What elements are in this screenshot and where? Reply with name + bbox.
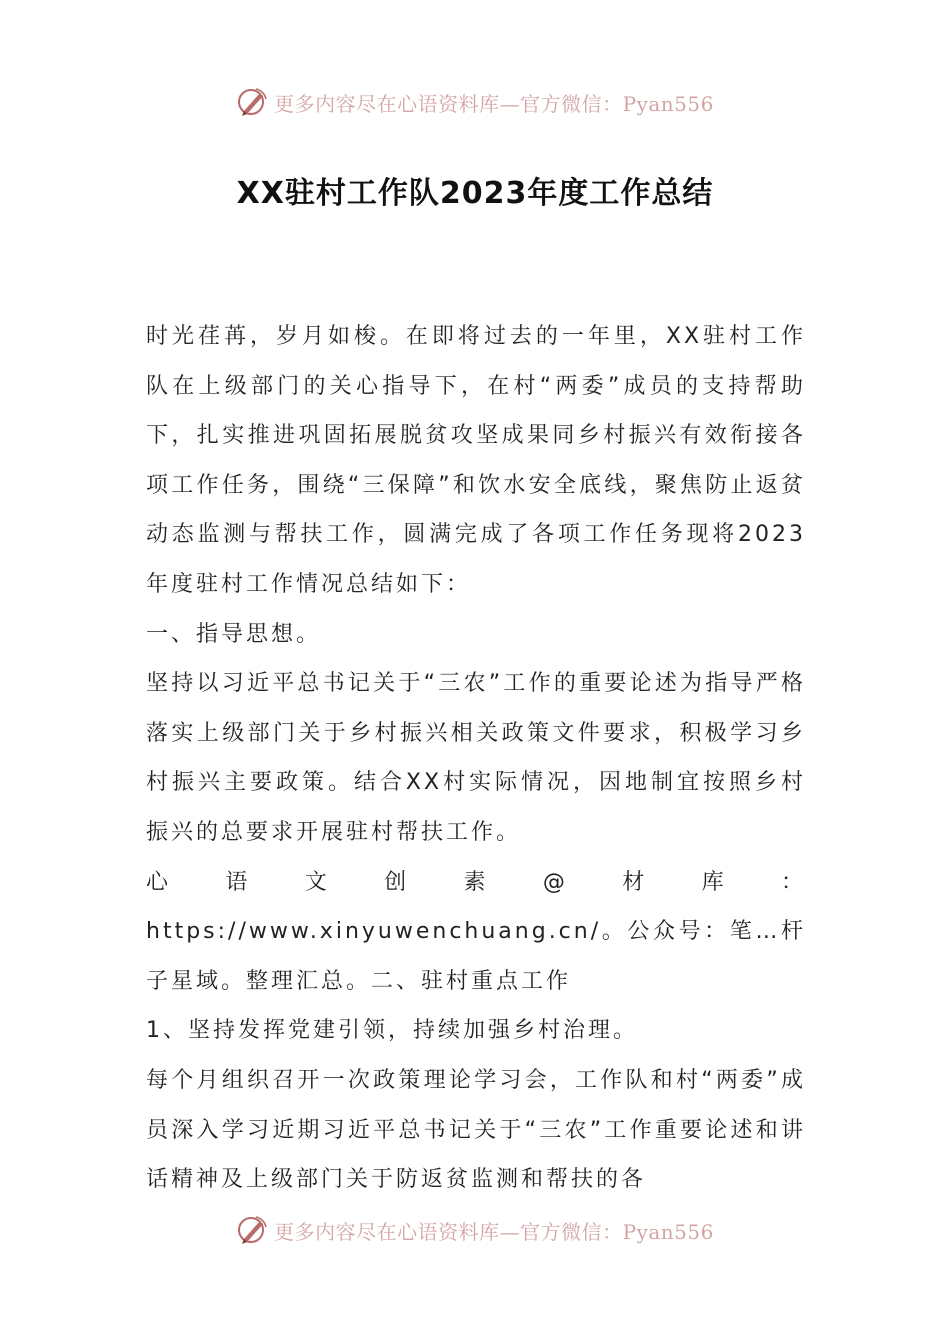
paragraph-intro: 时光荏苒，岁月如梭。在即将过去的一年里，XX驻村工作队在上级部门的关心指导下，在村“两委”成员的支持帮助下，扎实推进巩固拓展脱贫攻坚成果同乡村振兴有效衔接各项工作任务，围绕“三保障”和饮水安全底线，聚焦防止返贫动态监测与帮扶工作，圆满完成了各项工作任务现将2023年度驻村工作情况总结如下： bbox=[146, 324, 806, 597]
footer-watermark-banner bbox=[0, 1210, 950, 1250]
paragraph-source-note: 心语文创素@材库：https://www.xinyuwenchuang.cn/。公众号：笔…杆子星域。整理汇总。二、驻村重点工作 bbox=[146, 869, 806, 994]
paragraph-guiding-ideology: 坚持以习近平总书记关于“三农”工作的重要论述为指导严格落实上级部门关于乡村振兴相关政策文件要求，积极学习乡村振兴主要政策。结合XX村实际情况，因地制宜按照乡村振兴的总要求开展驻村帮扶工作。 bbox=[146, 671, 806, 845]
header-wechat-id: Pyan556 bbox=[622, 91, 714, 116]
header-watermark-banner bbox=[0, 82, 950, 122]
document-title: XX驻村工作队2023年度工作总结 bbox=[236, 176, 714, 211]
heading-party-building: 1、坚持发挥党建引领，持续加强乡村治理。 bbox=[146, 1018, 638, 1044]
document-body bbox=[146, 312, 806, 1205]
footer-wechat-id: Pyan556 bbox=[622, 1219, 714, 1244]
footer-watermark-text: 更多内容尽在心语资料库—官方微信：Pyan556 bbox=[274, 1219, 714, 1244]
paragraph-monthly-meeting: 每个月组织召开一次政策理论学习会，工作队和村“两委”成员深入学习近期习近平总书记关于“三农”工作重要论述和讲话精神及上级部门关于防返贫监测和帮扶的各 bbox=[146, 1067, 806, 1193]
pen-logo-icon bbox=[236, 85, 270, 119]
heading-guiding-ideology: 一、指导思想。 bbox=[146, 621, 322, 647]
header-watermark-text: 更多内容尽在心语资料库—官方微信：Pyan556 bbox=[274, 91, 714, 116]
pen-logo-icon bbox=[236, 1213, 270, 1247]
